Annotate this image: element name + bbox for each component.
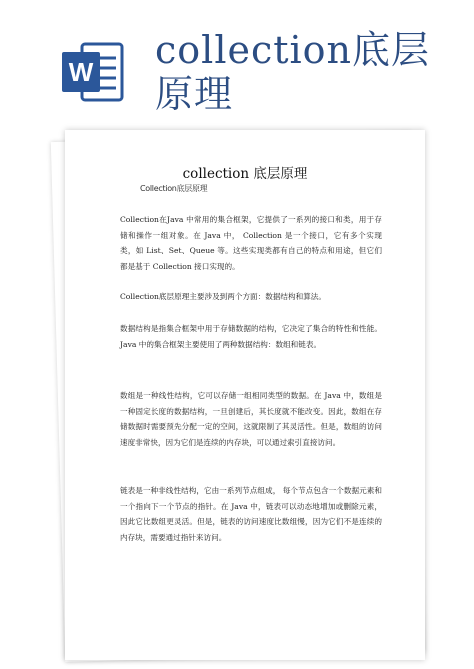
paragraph: Collection在Java 中常用的集合框架，它提供了一系列的接口和类，用于存储和操作一组对象。在 Java 中， Collection 是一个接口，它有多个实现类，如 List、Set、Queue 等。这些实现类都有自己的特点和用途，但它们都是基于 Collection 接口实现的。 (120, 215, 382, 271)
document-title-banner: collection底层原理 (155, 28, 431, 116)
page-title: collection 底层原理 (182, 166, 308, 182)
paragraph: Collection底层原理主要涉及到两个方面：数据结构和算法。 (120, 292, 326, 301)
header (0, 0, 474, 115)
paragraph: 链表是一种非线性结构，它由一系列节点组成， 每个节点包含一个数据元素和一个指向下一个节点的指针。在 Java 中，链表可以动态地增加或删除元素，因此它比数组更灵活。但是，链表的访问速度比数组慢，因为它们不是连续的内存块，需要通过指针来访问。 (120, 486, 382, 542)
svg-text:W: W (68, 57, 94, 87)
paragraph: 数组是一种线性结构，它可以存储一组相同类型的数据。在 Java 中，数组是一种固定长度的数据结构，一旦创建后，其长度就不能改变。因此，数组在存储数据时需要预先分配一定的空间，这就限制了其灵活性。但是，数组的访问速度非常快，因为它们是连续的内存块，可以通过索引直接访问。 (120, 391, 382, 447)
document-page (65, 130, 425, 660)
paragraph: 数据结构是指集合框架中用于存储数据的结构，它决定了集合的特性和性能。 Java 中的集合框架主要使用了两种数据结构：数组和链表。 (120, 324, 382, 349)
word-document-icon (62, 40, 126, 104)
page-subtitle: Collection底层原理 (140, 184, 208, 193)
